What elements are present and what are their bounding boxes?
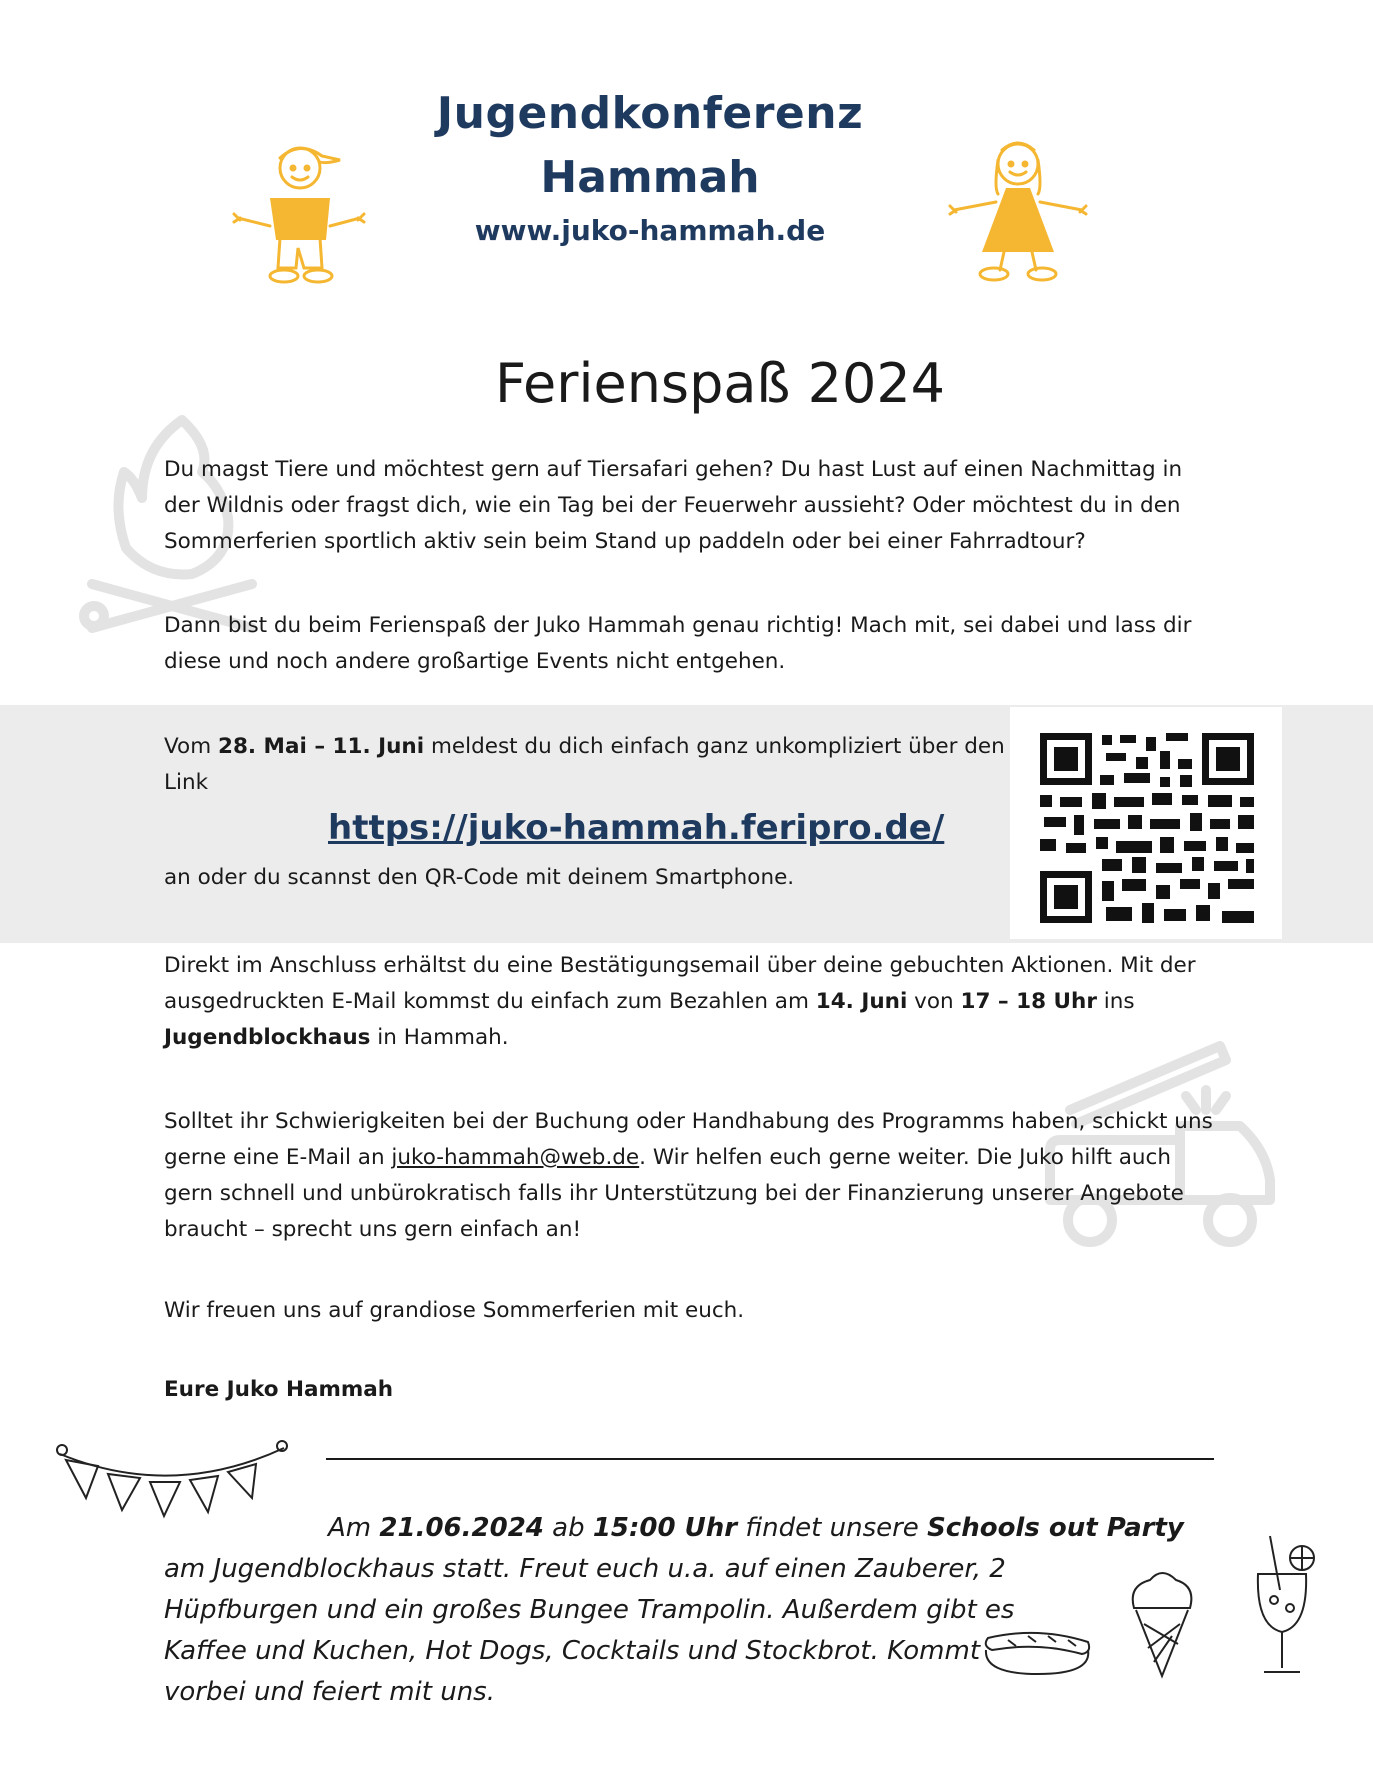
ice-cream-icon xyxy=(1124,1566,1200,1680)
confirmation-paragraph xyxy=(164,948,1214,1056)
text-span: Direkt im Anschluss erhältst du eine Bestätigungsemail über deine gebuchten Aktionen. Mit der ausgedruckten E-Mail kommst du einfach zum Bezahlen am xyxy=(164,953,1196,1014)
signoff: Eure Juko Hammah xyxy=(164,1377,394,1402)
text-span: Solltet ihr Schwierigkeiten bei der Buchung oder Handhabung des Programms haben, schickt uns gerne eine E-Mail an xyxy=(164,1109,1213,1170)
party-name: Schools out Party xyxy=(927,1513,1184,1543)
support-paragraph xyxy=(164,1104,1214,1248)
girl-figure-icon xyxy=(938,136,1098,286)
party-details: am Jugendblockhaus statt. Freut euch u.a. auf einen Zauberer, 2 Hüpfburgen und ein großes Bungee Trampolin. Außerdem gibt es Kaffee und Kuchen, Hot Dogs, Cocktails und Stockbrot. Kommt vorbei und feiert mit uns. xyxy=(164,1554,1015,1707)
invite-paragraph: Dann bist du beim Ferienspaß der Juko Hammah genau richtig! Mach mit, sei dabei und lass dir diese und noch andere großartige Events nicht entgehen. xyxy=(164,613,1192,674)
bunting-icon xyxy=(52,1440,292,1520)
text-span: ab xyxy=(543,1513,593,1543)
boy-figure-icon xyxy=(218,140,378,288)
payment-time: 17 – 18 Uhr xyxy=(960,989,1097,1014)
org-name-line2: Hammah xyxy=(540,152,760,203)
party-time: 15:00 Uhr xyxy=(592,1513,738,1543)
registration-text xyxy=(164,729,1014,801)
text-span: . Wir helfen euch gerne weiter. Die Juko hilft auch gern schnell und unbürokratisch falls ihr Unterstützung bei der Finanzierung unserer Angebote braucht – sprecht uns gern einfach an! xyxy=(164,1145,1184,1242)
qr-code-container xyxy=(1010,707,1282,939)
closing-paragraph: Wir freuen uns auf grandiose Sommerferien mit euch. xyxy=(164,1298,745,1323)
party-date: 21.06.2024 xyxy=(379,1513,544,1543)
text-span: ins xyxy=(1096,989,1135,1014)
text-span: in Hammah. xyxy=(370,1025,509,1050)
contact-email-link[interactable]: juko-hammah@web.de xyxy=(391,1145,640,1170)
hotdog-icon xyxy=(978,1620,1096,1680)
registration-link[interactable]: https://juko-hammah.feripro.de/ xyxy=(328,808,945,848)
cocktail-icon xyxy=(1250,1530,1316,1678)
org-url[interactable]: www.juko-hammah.de xyxy=(474,214,826,247)
text-span: Am xyxy=(328,1513,380,1543)
payment-date: 14. Juni xyxy=(815,989,908,1014)
registration-qr-text: an oder du scannst den QR-Code mit deinem Smartphone. xyxy=(164,865,795,890)
registration-pre: Vom xyxy=(164,734,218,759)
registration-dates: 28. Mai – 11. Juni xyxy=(217,734,425,759)
separator-line xyxy=(326,1458,1214,1460)
text-span: von xyxy=(907,989,961,1014)
party-line1 xyxy=(328,1508,1228,1549)
registration-post: meldest du dich einfach ganz unkompliziert über den Link xyxy=(164,734,1005,795)
intro-paragraph: Du magst Tiere und möchtest gern auf Tiersafari gehen? Du hast Lust auf einen Nachmittag in der Wildnis oder fragst dich, wie ein Tag bei der Feuerwehr aussieht? Oder möchtest du in den Sommerferien sportlich aktiv sein beim Stand up paddeln oder bei einer Fahrradtour? xyxy=(164,457,1183,554)
payment-location: Jugendblockhaus xyxy=(164,1025,371,1050)
text-span: findet unsere xyxy=(737,1513,928,1543)
org-name-line1: Jugendkonferenz xyxy=(436,88,864,139)
page-title: Ferienspaß 2024 xyxy=(494,352,946,415)
qr-code-icon[interactable] xyxy=(1010,707,1282,939)
